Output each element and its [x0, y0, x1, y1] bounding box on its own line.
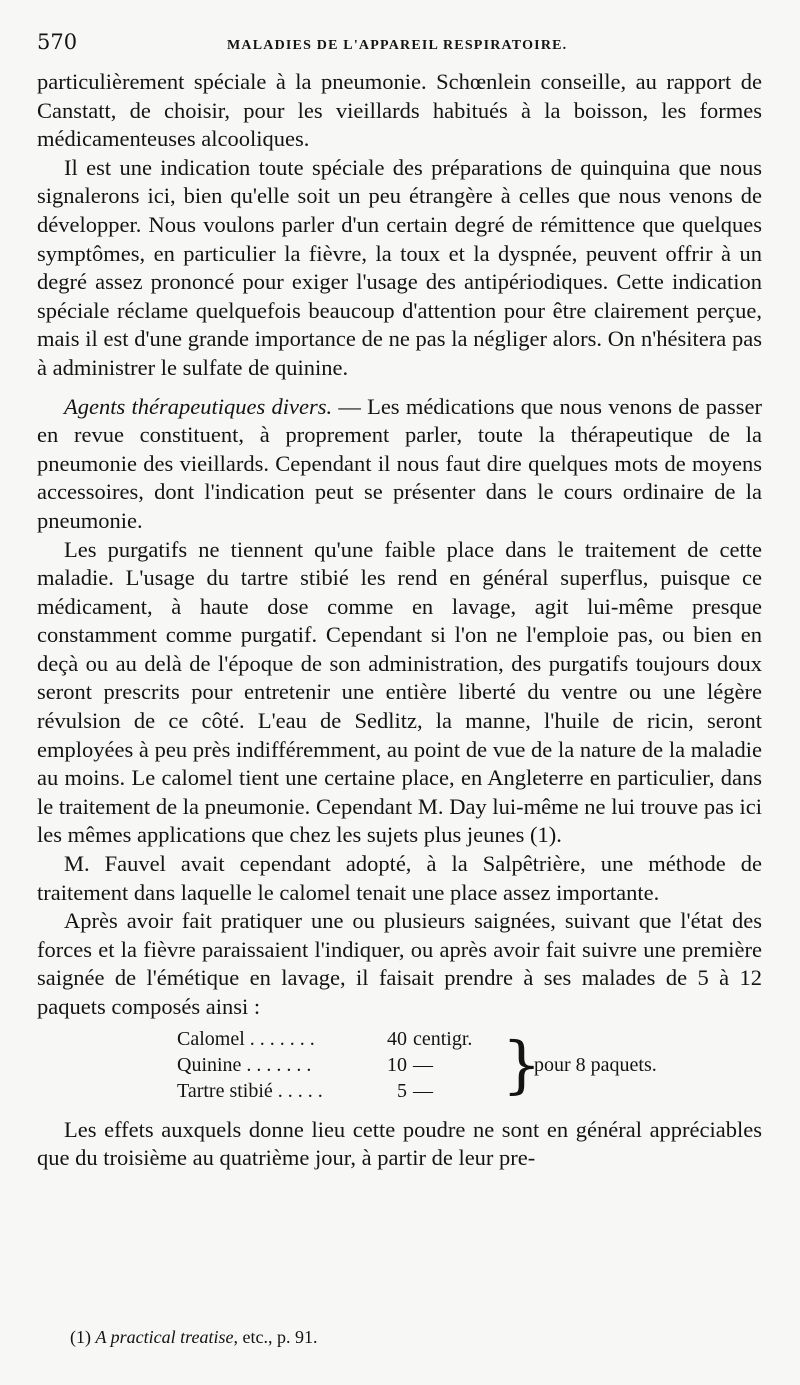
page-number: 570 [37, 30, 78, 54]
ingredient-unit: — [413, 1053, 433, 1076]
formula-row [177, 1080, 697, 1106]
formula-row [177, 1028, 697, 1054]
section-subheading: Agents thérapeutiques divers. [64, 393, 333, 419]
ingredient-name: Calomel . . . . . . . [177, 1027, 315, 1050]
paragraph-2: Il est une indication toute spéciale des préparations de quinquina que nous signalerons ici, bien qu'elle soit un peu étrangère à celles que nous venons de développer. Nous voulons parler d'un certain degré de rémittence que quelques symptômes, en particulier la fièvre, la toux et la dyspnée, peuvent offrir à un degré assez prononcé pour exiger l'usage des antipériodiques. Cette indication spéciale réclame quelquefois beaucoup d'attention pour être clairement perçue, mais il est d'une grande importance de ne pas la négliger alors. On n'hésitera pas à administrer le sulfate de quinine. [37, 154, 762, 380]
paragraph-1: particulièrement spéciale à la pneumonie. Schœnlein conseille, au rapport de Canstatt, de choisir, pour les vieillards habitués à la boisson, les formes médicamenteuses alcooliques. [37, 69, 762, 152]
paragraph-3 [37, 393, 762, 536]
paragraph-5: M. Fauvel avait cependant adopté, à la Salpêtrière, une méthode de traitement dans laquelle le calomel tenait une place assez importante. [37, 851, 762, 905]
ingredient-unit: centigr. [413, 1027, 473, 1050]
body-text [37, 68, 762, 1173]
running-head [37, 30, 762, 64]
ingredient-quantity: 10 [387, 1053, 407, 1076]
ingredient-unit: — [413, 1079, 433, 1102]
ingredient-name: Tartre stibié . . . . . [177, 1079, 323, 1102]
paragraph-4: Les purgatifs ne tiennent qu'une faible place dans le traitement de cette maladie. L'usage du tartre stibié les rend en général superflus, puisque ce médicament, à haute dose comme en lavage, agit lui-même presque constamment comme purgatif. Cependant si l'on ne l'emploie pas, ou bien en deçà ou au delà de l'époque de son administration, des purgatifs toujours doux seront prescrits pour entretenir une entière liberté du ventre ou une légère révulsion de ce côté. L'eau de Sedlitz, la manne, l'huile de ricin, seront employées à peu près indifféremment, au point de vue de la nature de la maladie au moins. Le calomel tient une certaine place, en Angleterre en particulier, dans le traitement de la pneumonie. Cependant M. Day lui-même ne lui trouve pas ici les mêmes applications que chez les sujets plus jeunes (1). [37, 536, 762, 848]
paragraph-6: Après avoir fait pratiquer une ou plusieurs saignées, suivant que l'état des forces et la fièvre paraissaient l'indiquer, ou après avoir fait suivre une première saignée de l'émétique en lavage, il faisait prendre à ses malades de 5 à 12 paquets composés ainsi : [37, 908, 762, 1019]
running-title: MALADIES DE L'APPAREIL RESPIRATOIRE. [227, 38, 568, 53]
footnote-text: , etc., p. 91. [233, 1327, 318, 1347]
prescription-formula [177, 1028, 697, 1106]
footnote-title: A practical treatise [95, 1327, 234, 1347]
paragraph-3-text: — Les médications que nous venons de passer en revue constituent, à proprement parler, toute la thérapeutique de la pneumonie des vieillards. Cependant il nous faut dire quelques mots de moyens accessoires, dont l'indication peut se présenter dans le cours ordinaire de la pneumonie. [37, 393, 762, 533]
footnote-marker: (1) [70, 1327, 91, 1347]
paragraph-7: Les effets auxquels donne lieu cette poudre ne sont en général appréciables que du troisième au quatrième jour, à partir de leur pre- [37, 1116, 762, 1171]
formula-note: pour 8 paquets. [534, 1053, 657, 1076]
ingredient-quantity: 40 [387, 1027, 407, 1050]
ingredient-quantity: 5 [397, 1079, 407, 1102]
footnote [70, 1327, 317, 1348]
ingredient-name: Quinine . . . . . . . [177, 1053, 312, 1076]
grouping-brace: } [502, 1027, 542, 1101]
